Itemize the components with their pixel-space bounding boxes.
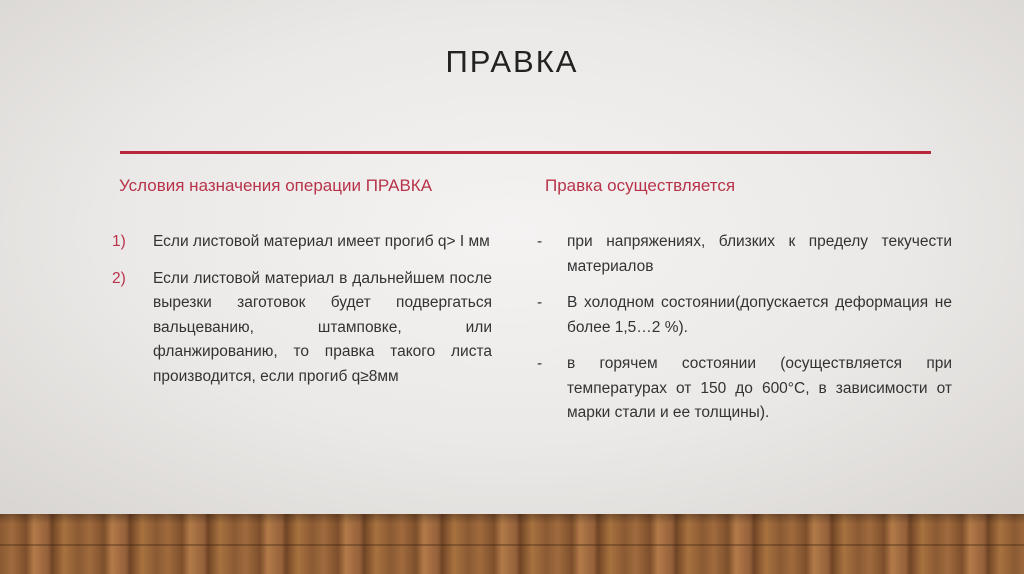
right-column-heading: Правка осуществляется [545,176,736,195]
dash-bullet: - [537,294,543,311]
list-item-text: в горячем состоянии (осуществляется при температурах от 150 до 600°С, в зависимости от марки стали и ее толщины). [567,355,952,421]
left-column-heading: Условия назначения операции ПРАВКА [119,176,433,195]
list-number: 2) [112,269,126,287]
dash-bullet: - [537,355,543,372]
list-number: 1) [112,233,126,250]
list-item [537,352,952,426]
list-item-text: В холодном состоянии(допускается деформация не более 1,5…2 %). [567,294,952,336]
left-column-list [112,230,492,401]
list-item-text: Если листовой материал имеет прогиб q> I мм [153,233,490,250]
list-item-text: Если листовой материал в дальнейшем после вырезки заготовок будет подвергаться вальцеванию, штамповке, или фланжированию, то правка такого листа производится, если прогиб q≥8мм [153,269,492,385]
title-divider [120,151,931,154]
right-column-list [537,230,952,438]
floor-seam [0,544,1024,546]
list-item-text: при напряжениях, близких к пределу текучести материалов [567,233,952,275]
slide-title: ПРАВКА [445,44,579,79]
list-item [112,230,492,255]
list-item [537,291,952,340]
list-item [112,267,492,390]
list-item [537,230,952,279]
dash-bullet: - [537,233,543,250]
